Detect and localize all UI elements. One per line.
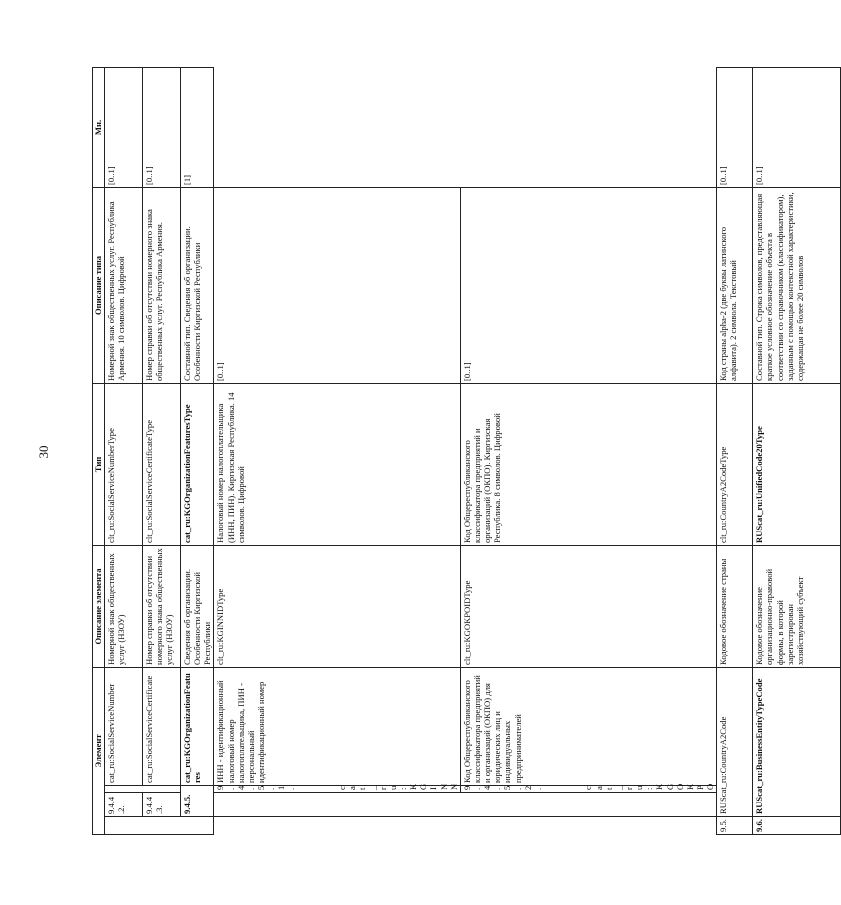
element-description: Сведения об организации. Особенности Киргизской Республики bbox=[181, 545, 214, 667]
type-description: Код страны alpha-2 (две буквы латинского алфавита). 2 символа. Текстовый bbox=[717, 187, 753, 383]
element-description: Кодовое обозначение организационно-правовой формы, в которой зарегистрирован хозяйствующий субъект bbox=[753, 545, 841, 667]
element-type: clt_ru:SocialServiceNumberType bbox=[105, 383, 143, 545]
element-name: RUScat_ru:BusinessEntityTypeCode bbox=[753, 667, 841, 816]
row-number: 9.5. bbox=[717, 817, 753, 835]
element-type: clt_ru:CountryA2CodeType bbox=[717, 383, 753, 545]
multiplicity: [1] bbox=[181, 67, 214, 187]
table-row bbox=[460, 67, 717, 834]
header-multiplicity: Мн. bbox=[93, 67, 105, 187]
type-description: Код Общереспубликанского классификатора предприятий и организаций (ОКПО). Киргизская Республика. 8 символов. Цифровой bbox=[460, 383, 717, 545]
multiplicity: [0..1] bbox=[753, 67, 841, 187]
row-number-inline: 9.4.5.1. bbox=[215, 785, 297, 790]
type-description: Налоговый номер налогоплательщика (ИНН, ПИН). Киргизская Республика. 14 символов. Цифровой bbox=[214, 383, 460, 545]
table-row bbox=[717, 67, 753, 834]
element-name: RUScat_ru:CountryA2Code bbox=[717, 667, 753, 816]
table-row bbox=[105, 67, 143, 834]
page-number: 30 bbox=[36, 445, 51, 459]
table-header-row bbox=[93, 67, 105, 834]
element-name: cat_ru:SocialServiceCertificate bbox=[143, 667, 181, 785]
element-name: cat_ru:SocialServiceNumber bbox=[105, 667, 143, 785]
table-row bbox=[143, 67, 181, 834]
row-number: 9.4.4.3. bbox=[143, 793, 181, 817]
type-description: Составной тип. Сведения об организации. Особенности Киргизской Республики bbox=[181, 187, 214, 383]
element-description: Номер справки об отсутствии номерного знака общественных услуг (НЗОУ) bbox=[143, 545, 181, 667]
table-row bbox=[753, 67, 841, 834]
row-number: 9.4.5. bbox=[181, 786, 214, 817]
header-type-description: Описание типа bbox=[93, 187, 105, 383]
element-name: cat_ru:KGOrganizationFeatures bbox=[181, 667, 214, 785]
element-description: ИНН - идентификационный налоговый номер налогоплательщика, ПИН - персональный идентификационный номер bbox=[214, 667, 460, 785]
element-type: clt_ru:KGOKPOIDType bbox=[460, 545, 717, 667]
rotated-table-area bbox=[92, 68, 805, 835]
element-name bbox=[214, 783, 460, 793]
header-type: Тип bbox=[93, 383, 105, 545]
row-number: 9.4.4.2. bbox=[105, 793, 143, 817]
table-row bbox=[181, 67, 214, 834]
type-description: Номерной знак общественных услуг. Республика Армения. 10 символов. Цифровой bbox=[105, 187, 143, 383]
element-type: RUScat_ru:UnifiedCode20Type bbox=[753, 383, 841, 545]
element-name bbox=[460, 783, 717, 793]
elements-table bbox=[92, 67, 841, 835]
row-number-inline: 9.4.5.2. bbox=[461, 785, 543, 790]
header-description: Описание элемента bbox=[93, 545, 105, 667]
element-name-text: cat_ru:KGOKPO bbox=[583, 783, 716, 790]
multiplicity: [0..1] bbox=[717, 67, 753, 187]
multiplicity: [0..1] bbox=[105, 67, 143, 187]
type-description: Составной тип. Строка символов, представляющая краткое условное обозначение объекта в соответствии со справочником (классификатором), заданным с помощью контекстной характеристики, содержащая не более 20 символов bbox=[753, 187, 841, 383]
multiplicity: [0..1] bbox=[214, 187, 460, 383]
element-description: Кодовое обозначение страны bbox=[717, 545, 753, 667]
type-description: Номер справки об отсутствии номерного знака общественных услуг. Республика Армения. bbox=[143, 187, 181, 383]
element-type: clt_ru:SocialServiceCertificateType bbox=[143, 383, 181, 545]
table-rotation-wrapper bbox=[92, 68, 805, 835]
multiplicity: [0..1] bbox=[460, 187, 717, 383]
element-description: Код Общереспубликанского классификатора предприятий и организаций (ОКПО) для юридических лиц и индивидуальных предпринимателей bbox=[460, 667, 717, 785]
table-row bbox=[214, 67, 460, 834]
element-description: Номерной знак общественных услуг (НЗОУ) bbox=[105, 545, 143, 667]
element-name-text: cat_ru:KGINN bbox=[337, 783, 459, 790]
row-number: 9.6. bbox=[753, 817, 841, 835]
element-type: clt_ru:KGINNIDType bbox=[214, 545, 460, 667]
multiplicity: [0..1] bbox=[143, 67, 181, 187]
element-type: cat_ru:KGOrganizationFeaturesType bbox=[181, 383, 214, 545]
header-element: Элемент bbox=[93, 667, 105, 834]
